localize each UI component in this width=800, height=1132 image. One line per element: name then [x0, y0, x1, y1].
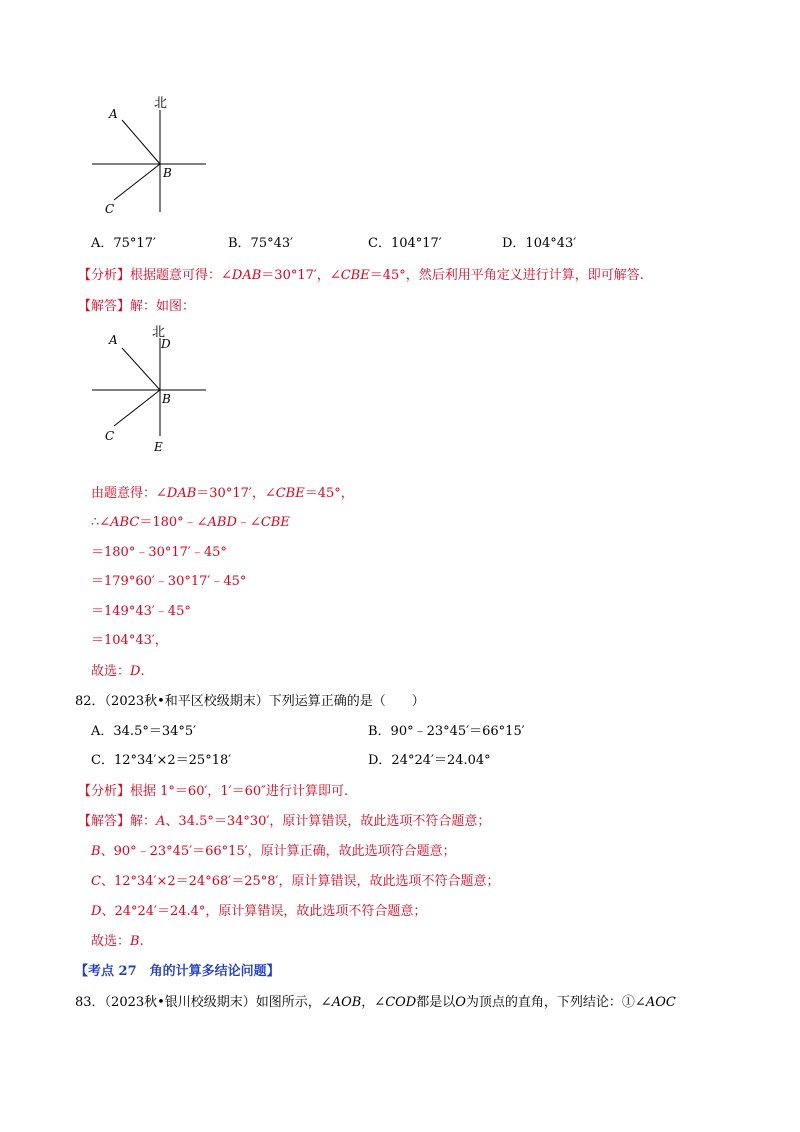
answer-text-b: 、34.5°＝34°30′，原计算错误，故此选项不符合题意；: [165, 814, 491, 829]
point-e-label: E: [154, 440, 163, 454]
q82-option-d: D．24°24′＝24.04°: [368, 753, 491, 768]
q83-text-b: ，∠: [361, 995, 386, 1010]
answer-text: 解：如图：: [130, 299, 196, 314]
q82-stem: 82．（2023秋•和平区校级期末）下列运算正确的是（ ）: [75, 694, 425, 709]
option-c: C．104°17′: [368, 236, 442, 251]
section-heading: 【考点 27 角的计算多结论问题】: [75, 964, 280, 979]
answer-text: 、90°﹣23°45′＝66°15′，原计算正确，故此选项符合题意；: [100, 844, 456, 859]
point-c-label: C: [105, 429, 115, 443]
point-a-label: A: [109, 333, 118, 347]
analysis-text-1: 根据题意可得：∠: [130, 268, 232, 283]
answer-letter: D: [130, 664, 141, 679]
q82-answer-line-2: [91, 844, 456, 860]
point-b-label: B: [163, 166, 172, 180]
q83-text-c: 都是以: [416, 995, 456, 1010]
q82-answer-line-5: [91, 934, 144, 950]
ray-ba: [122, 348, 160, 390]
q82-option-c: C．12°34′×2＝25°18′: [91, 753, 232, 768]
q82-answer-line-4: [91, 904, 426, 920]
q83-stem: [75, 995, 676, 1011]
answer-text-b: .: [139, 934, 144, 949]
analysis-text-2: ＝30°17′，∠: [261, 268, 341, 283]
figure-2-compass-diagram: [86, 320, 216, 460]
analysis-tag: 【分析】: [78, 784, 131, 799]
option-b: B．75°43′: [228, 236, 294, 251]
step-2-text-c: ﹣∠: [236, 515, 261, 530]
answer-tag: 【解答】: [78, 814, 131, 829]
q82-analysis: [78, 784, 348, 800]
step-7: [91, 664, 145, 680]
point-d-label: D: [161, 337, 171, 351]
step-2-text-b: ＝180°﹣∠: [139, 515, 208, 530]
q81-answer-head: [78, 299, 195, 315]
answer-text-a: 故选：: [91, 934, 131, 949]
step-7-text-a: 故选：: [91, 664, 131, 679]
ray-bc: [114, 390, 160, 426]
step-2-text-a: ∴∠: [91, 515, 111, 530]
analysis-text-3: ＝45°，然后利用平角定义进行计算，即可解答.: [369, 268, 644, 283]
q82-answer-line-3: [91, 874, 499, 890]
q81-analysis: [78, 268, 644, 284]
step-7-text-b: .: [140, 664, 145, 679]
north-label: 北: [154, 96, 168, 111]
angle-dab: DAB: [231, 268, 262, 283]
step-4: ＝179°60′﹣30°17′﹣45°: [91, 574, 247, 589]
ray-bc: [114, 164, 160, 200]
q83-text-a: 83．（2023秋•银川校级期末）如图所示，∠: [75, 995, 332, 1010]
option-d: D．104°43′: [502, 236, 577, 251]
step-1: [91, 486, 354, 502]
q82-option-a: A．34.5°＝34°5′: [91, 724, 197, 739]
angle-cbe: CBE: [260, 515, 290, 530]
option-letter-a: A: [156, 814, 166, 829]
point-c-label: C: [105, 202, 115, 216]
step-2: [91, 515, 290, 531]
angle-aoc: AOC: [645, 995, 676, 1010]
answer-text-a: 解：: [130, 814, 157, 829]
answer-tag: 【解答】: [78, 299, 131, 314]
step-5: ＝149°43′﹣45°: [91, 604, 191, 619]
angle-dab: DAB: [166, 486, 197, 501]
q82-option-b: B．90°﹣23°45′＝66°15′: [368, 724, 525, 739]
answer-letter: B: [130, 934, 140, 949]
figure-1-compass-diagram: [86, 90, 216, 220]
q83-text-d: 为顶点的直角，下列结论：①∠: [465, 995, 646, 1010]
angle-cbe: CBE: [340, 268, 370, 283]
point-b-label: B: [162, 392, 171, 406]
angle-abc: ABC: [110, 515, 140, 530]
point-a-label: A: [109, 107, 118, 121]
q82-answer-line-1: [78, 814, 490, 830]
answer-text: 、24°24′＝24.4°，原计算错误，故此选项不符合题意；: [101, 904, 427, 919]
angle-cod: COD: [385, 995, 417, 1010]
step-1-text-c: ＝45°，: [304, 486, 354, 501]
step-3: ＝180°﹣30°17′﹣45°: [91, 545, 227, 560]
option-letter-c: C: [91, 874, 101, 889]
step-1-text-b: ＝30°17′，∠: [196, 486, 276, 501]
north-label: 北: [152, 325, 166, 340]
option-letter-b: B: [91, 844, 101, 859]
step-1-text-a: 由题意得：∠: [91, 486, 167, 501]
option-letter-d: D: [91, 904, 102, 919]
analysis-tag: 【分析】: [78, 268, 131, 283]
analysis-text: 根据 1°＝60′，1′＝60″进行计算即可.: [130, 784, 349, 799]
ray-ba: [122, 120, 160, 164]
step-6: ＝104°43′，: [91, 633, 168, 648]
angle-aob: AOB: [331, 995, 362, 1010]
option-a: A．75°17′: [91, 236, 156, 251]
point-o: O: [455, 995, 466, 1010]
angle-cbe: CBE: [275, 486, 305, 501]
angle-abd: ABD: [207, 515, 237, 530]
answer-text: 、12°34′×2＝24°68′＝25°8′，原计算错误，故此选项不符合题意；: [100, 874, 500, 889]
